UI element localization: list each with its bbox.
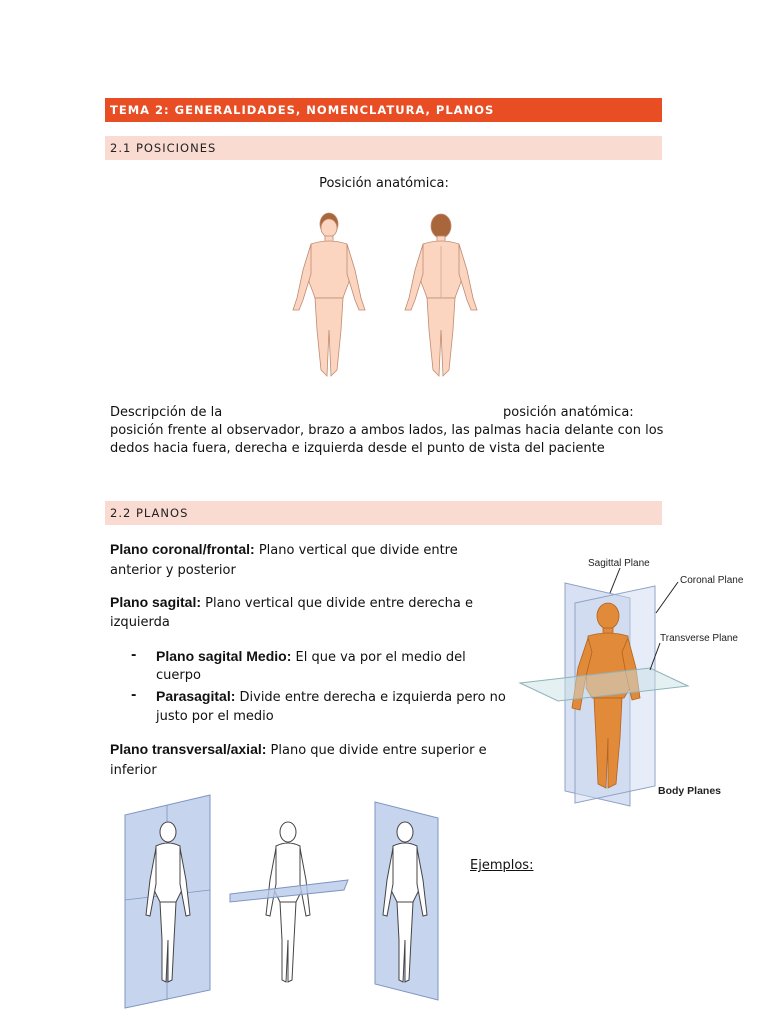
medio-term: Plano sagital Medio:	[156, 648, 292, 664]
body-planes-figure	[510, 548, 746, 808]
parasagital-def-1: Divide entre derecha e izquierda pero no	[235, 690, 506, 705]
section-heading-planos: 2.2 PLANOS	[105, 501, 662, 525]
coronal-def-1: Plano vertical que divide entre	[254, 543, 458, 558]
transverse-label: Transverse Plane	[660, 633, 738, 644]
transversal-term: Plano transversal/axial:	[110, 741, 267, 757]
sagittal-label: Sagittal Plane	[588, 558, 650, 569]
parasagital-term: Parasagital:	[156, 688, 236, 704]
transversal-definition	[110, 740, 487, 760]
examples-label: Ejemplos:	[470, 858, 534, 873]
figure-title: Body Planes	[658, 785, 722, 797]
anatomical-position-figure	[285, 210, 485, 385]
sagital-definition	[110, 593, 473, 613]
transversal-def-2: inferior	[110, 763, 157, 778]
medio-definition	[156, 647, 466, 667]
bullet-dash: -	[131, 688, 137, 703]
bullet-dash: -	[131, 648, 137, 663]
transversal-def-1: Plano que divide entre superior e	[266, 743, 487, 758]
description-line-2: posición frente al observador, brazo a ambos lados, las palmas hacia delante con los	[110, 423, 664, 438]
description-right: posición anatómica:	[503, 405, 634, 420]
example-figure-2	[266, 822, 310, 982]
description-line-3: dedos hacia fuera, derecha e izquierda desde el punto de vista del paciente	[110, 441, 605, 456]
coronal-def-2: anterior y posterior	[110, 563, 236, 578]
body-front-view	[293, 213, 365, 376]
description-left: Descripción de la	[110, 405, 223, 420]
coronal-term: Plano coronal/frontal:	[110, 541, 255, 557]
sagital-term: Plano sagital:	[110, 594, 202, 610]
coronal-label: Coronal Plane	[680, 575, 744, 586]
parasagital-def-2: justo por el medio	[156, 709, 274, 724]
body-back-view	[405, 214, 477, 376]
section-heading-posiciones: 2.1 POSICIONES	[105, 136, 662, 160]
sagital-def-1: Plano vertical que divide entre derecha e	[201, 596, 473, 611]
medio-def-2: cuerpo	[156, 668, 201, 683]
coronal-definition	[110, 540, 458, 560]
parasagital-definition	[156, 687, 506, 707]
sagital-def-2: izquierda	[110, 615, 170, 630]
figure-caption: Posición anatómica:	[319, 176, 449, 191]
plane-examples-figure	[120, 790, 450, 1018]
medio-def-1: El que va por el medio del	[291, 650, 466, 665]
chapter-title-banner: TEMA 2: GENERALIDADES, NOMENCLATURA, PLANOS	[105, 98, 662, 122]
